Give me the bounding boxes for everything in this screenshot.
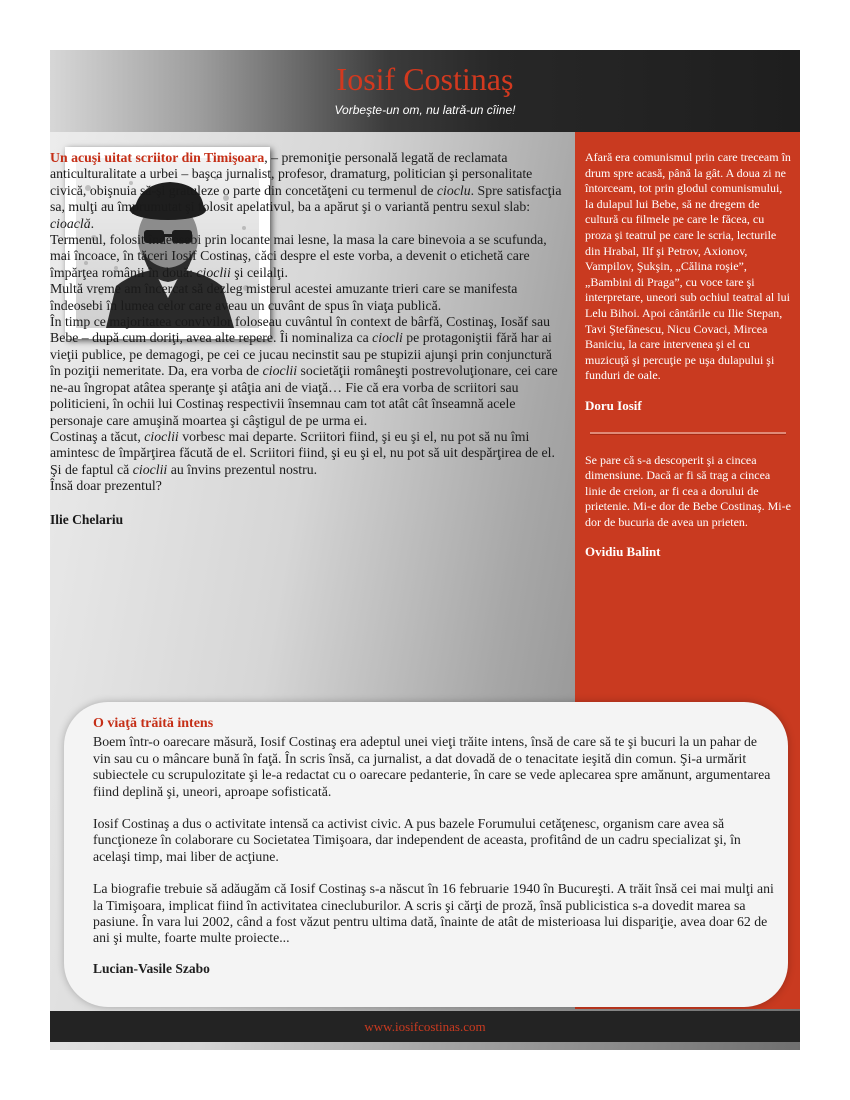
biography-paragraph-3: La biografie trebuie să adăugăm că Iosif Costinaş s-a născut în 16 februarie 1940 în Bucureşti. A trăit însă cei mai mulţi ani la Timişoara, implicat fiind în activitatea cinecluburilor. A scris şi cărţi de proză, însă publicistica s-a dovedit marea sa pasiune. În vara lui 2002, când a fost văzut pentru ultima dată, înainte de atât de misterioasa lui dispariţie, avea doar 62 de ani şi multe, foarte multe proiecte... bbox=[93, 881, 774, 946]
biography-signature: Lucian-Vasile Szabo bbox=[93, 960, 210, 976]
article-intro bbox=[50, 150, 565, 232]
biography-title: O viaţă trăită intens bbox=[93, 716, 214, 731]
article-emphasis: cioclii bbox=[262, 363, 298, 379]
page-title: Iosif Costinaş bbox=[336, 61, 514, 97]
sidebar-text-2: Se pare că s-a descoperit şi a cincea dimensiune. Dacă ar fi să trag a cincea linie de creion, ar fi cea a dorului de prietenie. Mi-e dor de Bebe Costinaş. Mi-e dor de bucuria de avea un prieten. bbox=[585, 452, 791, 529]
biography-box bbox=[64, 702, 788, 1007]
article-signature: Ilie Chelariu bbox=[50, 511, 124, 527]
article-paragraph-5 bbox=[50, 429, 565, 478]
article-emphasis: cioclii bbox=[196, 264, 231, 280]
article-text: şi ceilalţi. bbox=[230, 264, 288, 280]
article-intro-emphasis: cioclu bbox=[436, 182, 471, 198]
biography-content bbox=[93, 716, 775, 977]
article-intro-text: . Spre satisfacţia sa, mulţi au împrumutat şi folosit apelativul, ba a apărut şi o variantă pentru sexul slab: bbox=[50, 182, 562, 215]
article-text: Costinaş a tăcut, bbox=[50, 428, 145, 444]
article-text: societăţii româneşti postrevoluţionare, cei care ne-au îngropat atâtea speranţe şi atâţia ani de viaţă… Fie că era vorba de scriitori sau politicieni, în ochii lui Costinaş respectivii însemnau cam tot atât cât înseamnă acele personaje care amuşină moartea şi câştigul de pe urma ei. bbox=[50, 363, 558, 428]
page-subtitle: Vorbeşte-un om, nu latră-un cîine! bbox=[334, 103, 516, 117]
sidebar-signature-1: Doru Iosif bbox=[585, 397, 642, 413]
article-lead: Un acuşi uitat scriitor din Timişoara bbox=[50, 150, 265, 165]
article-emphasis: cioclii bbox=[132, 461, 168, 477]
article-intro-text: , – premoniţie personală legată de reclamata anticulturalitate a urbei – başca jurnalist, profesor, dramaturg, politician şi personalitate civică, obişnuia să-şi gratuleze o parte din concetăţeni cu termenul de bbox=[50, 150, 533, 198]
article-text: au învins prezentul nostru. bbox=[167, 461, 318, 477]
article-paragraph-4 bbox=[50, 314, 565, 429]
main-article bbox=[50, 150, 565, 528]
footer bbox=[50, 1011, 800, 1042]
article-paragraph-2 bbox=[50, 232, 565, 281]
biography-paragraph-2: Iosif Costinaş a dus o activitate intensă ca activist civic. A pus bazele Forumului cetăţenesc, organism care avea să funcţioneze în colaborare cu Societatea Timişoara, dar independent de aceasta, profitând de un cadru specializat şi, în acelaşi timp, mai liber de acţiune. bbox=[93, 816, 741, 864]
article-paragraph-6: Însă doar prezentul? bbox=[50, 478, 162, 494]
article-text: pe protagoniştii fără har ai vieţii publice, pe demagogi, pe cei ce jucau necinstit sau pe stupizii ajunşi prin conjunctură în poziţii nemeritate. Da, era vorba de bbox=[50, 330, 552, 379]
header bbox=[50, 50, 800, 132]
footer-website-link[interactable]: www.iosifcostinas.com bbox=[364, 1019, 486, 1034]
biography-paragraph-1: Boem într-o oarecare măsură, Iosif Costinaş era adeptul unei vieţi trăite intens, însă de care să te şi bucuri la un pahar de vin sau cu o mâncare bună în faţă. În scris însă, ca jurnalist, a dat dovadă de o tenacitate ieşită din comun. Şi-a urmărit subiectele cu scrupulozitate şi le-a redactat cu o oarecare pedanterie, în care se vede aplecarea spre amănunt, argumentarea fiind deplină şi, uneori, aproape sofisticată. bbox=[93, 734, 771, 799]
article-intro-text: . bbox=[90, 215, 95, 231]
sidebar-signature-2: Ovidiu Balint bbox=[585, 544, 661, 560]
article-intro-emphasis: cioaclă bbox=[50, 215, 91, 231]
article-emphasis: cioclii bbox=[144, 428, 179, 444]
sidebar-text-1: Afară era comunismul prin care treceam în drum spre acasă, până la gât. A doua zi ne întorceam, tot prin glodul comunismului, la dulapul lui Bebe, să ne dregem de cultură cu filmele pe care le făcea, cu proza şi teatrul pe care le scria, lecturile din Hrabal, Ilf şi Petrov, Axionov, Vampilov, Şukşin, „Călina roşie”, „Bambini di Praga”, cu voce tare şi interpretare, uneori sub ochiul teatral al lui Lelu Bihoi. Apoi cântările cu Ilie Stepan, Tavi Ştefănescu, Nicu Covaci, Mircea Baniciu, la care intervenea şi el cu muzicuţă şi percuţie pe uşa dulapului şi funduri de oale. bbox=[585, 150, 791, 383]
article-paragraph-3: Multă vreme am încercat să dezleg misterul acestei amuzante trieri care se manifesta îndeosebi în lumea celor care aveau un cuvânt de spus în viaţa publică. bbox=[50, 281, 518, 313]
article-text: În timp ce majoritatea convivilor foloseau cuvântul în context de bârfă, Costinaş, Iosăf sau Bebe – după cum doriţi, avea alte repere. Îi nominaliza ca bbox=[50, 314, 550, 346]
sidebar-content bbox=[585, 150, 791, 560]
article-text: Termenul, folosit îndeosebi prin locante mai lesne, la masa la care binevoia a se scufunda, mai încoace, în tăceri Iosif Costinaş, căci despre el este vorba, a devenit o etichetă care împărţea românii în două: bbox=[50, 232, 547, 280]
sidebar-divider bbox=[590, 432, 786, 435]
article-emphasis: ciocli bbox=[372, 330, 403, 346]
article-text: vorbesc mai departe. Scriitori fiind, şi eu şi el, nu pot să nu îmi amintesc de împărţirea făcută de el. Scriitori fiind, şi eu şi el, nu pot să uit despărţirea de el. Şi de faptul că bbox=[50, 428, 555, 477]
page bbox=[50, 50, 800, 1050]
